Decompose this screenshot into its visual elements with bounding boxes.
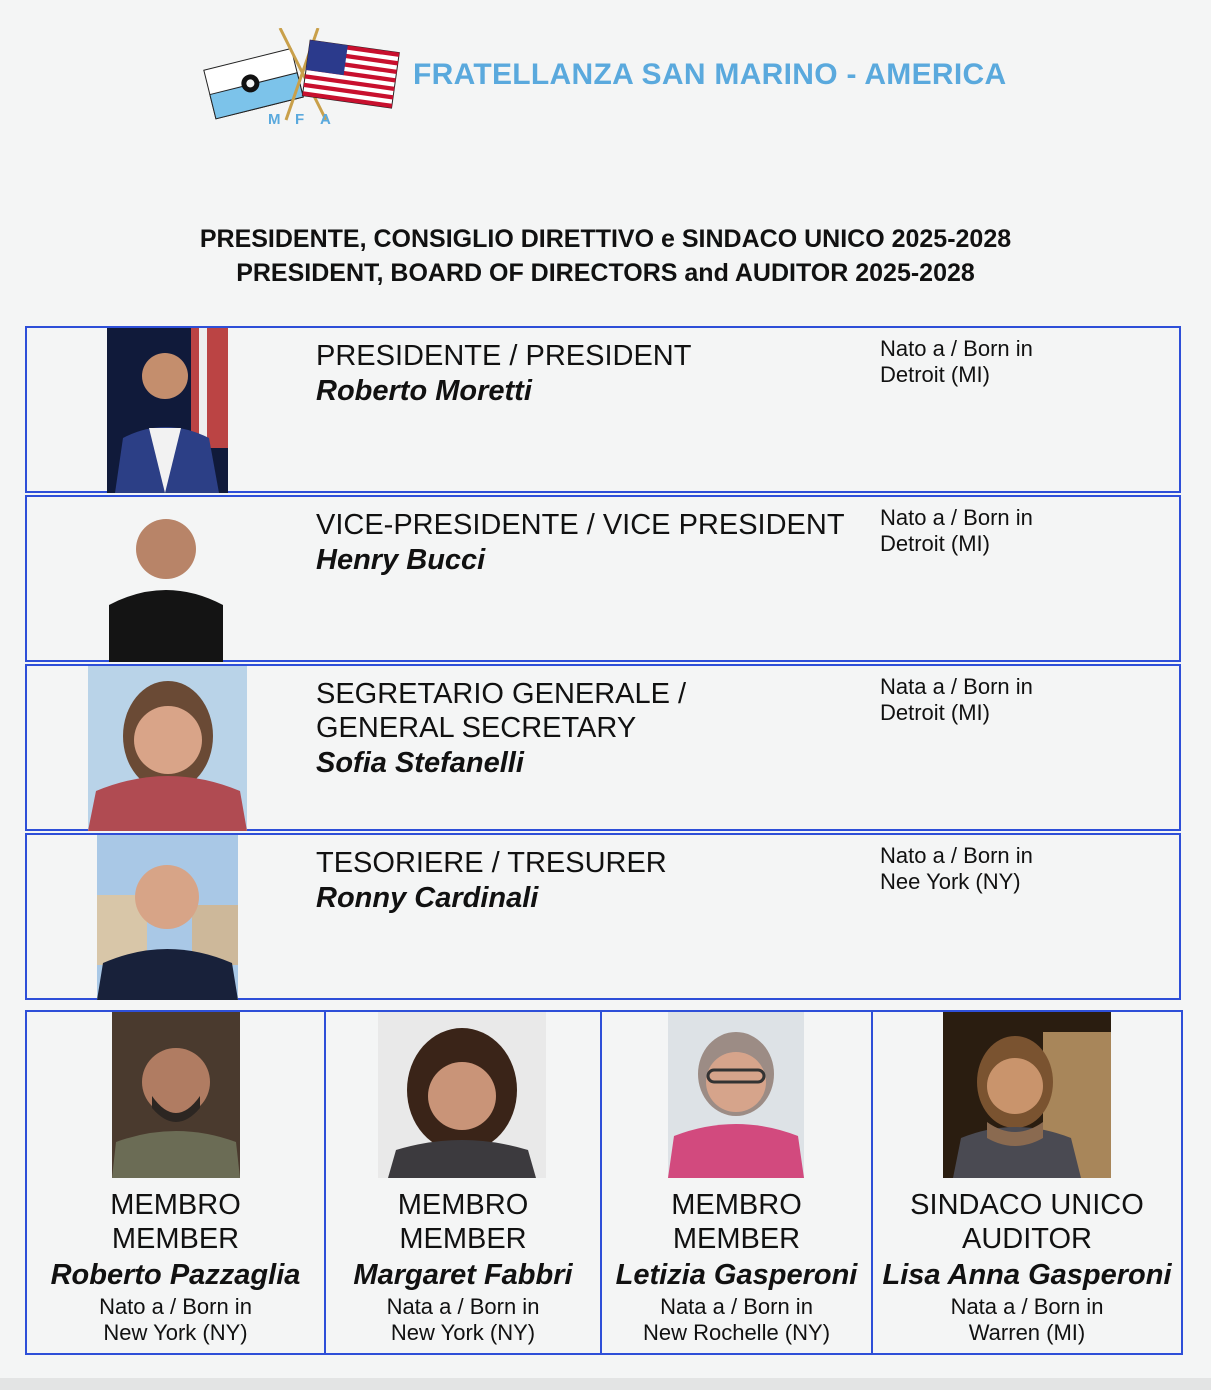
member-name: Letizia Gasperoni	[615, 1259, 858, 1291]
heading-english: PRESIDENT, BOARD OF DIRECTORS and AUDITOR 2025-2028	[236, 259, 975, 287]
member-text	[326, 1188, 600, 1346]
member-role-en: MEMBER	[111, 1223, 240, 1255]
born-label: Nata a / Born in	[386, 1294, 540, 1319]
officer-role-line: VICE-PRESIDENTE / VICE PRESIDENT	[316, 509, 845, 541]
member-text	[27, 1188, 324, 1346]
member-role-it: SINDACO UNICO	[910, 1189, 1144, 1221]
born-place: New York (NY)	[390, 1320, 536, 1345]
officer-name: Ronny Cardinali	[316, 882, 539, 914]
logo-letter-f: F	[295, 111, 305, 128]
officer-role-line: SEGRETARIO GENERALE /	[316, 678, 687, 710]
officer-birthplace	[880, 505, 1033, 557]
member-role-en: MEMBER	[399, 1223, 527, 1255]
officer-row-vice-president	[25, 495, 1181, 662]
page-bottom-edge	[0, 1378, 1211, 1390]
header	[200, 28, 1020, 128]
logo-letter-m: M	[268, 111, 281, 128]
heading-italian: PRESIDENTE, CONSIGLIO DIRETTIVO e SINDACO UNICO 2025-2028	[199, 225, 1012, 253]
officer-photo	[88, 666, 247, 831]
member-role-it: MEMBRO	[397, 1189, 529, 1221]
born-place: New Rochelle (NY)	[642, 1320, 831, 1345]
members-table	[25, 1010, 1183, 1355]
officer-photo	[109, 505, 223, 662]
officer-birthplace	[880, 843, 1033, 895]
member-text	[602, 1188, 871, 1346]
officer-name: Sofia Stefanelli	[316, 747, 524, 779]
officer-role-line: PRESIDENTE / PRESIDENT	[316, 340, 692, 372]
member-photo	[943, 1012, 1111, 1178]
officer-row-president	[25, 326, 1181, 493]
officer-role	[316, 677, 686, 781]
born-place: Detroit (MI)	[880, 700, 990, 725]
officer-name: Henry Bucci	[316, 544, 486, 576]
org-name: FRATELLANZA SAN MARINO - AMERICA	[413, 58, 1007, 91]
member-cell	[600, 1012, 871, 1353]
member-role-en: MEMBER	[672, 1223, 801, 1255]
member-role-it: MEMBRO	[110, 1189, 241, 1221]
born-label: Nato a / Born in	[99, 1294, 252, 1319]
officer-role	[316, 339, 691, 409]
born-place: Nee York (NY)	[880, 869, 1021, 894]
member-name: Lisa Anna Gasperoni	[882, 1259, 1172, 1291]
member-text	[873, 1188, 1181, 1346]
born-label: Nato a / Born in	[880, 505, 1033, 530]
born-place: Warren (MI)	[968, 1320, 1086, 1345]
member-photo	[378, 1012, 546, 1178]
officer-role-line: TESORIERE / TRESURER	[316, 847, 667, 879]
born-place: Detroit (MI)	[880, 531, 990, 556]
born-place: New York (NY)	[103, 1320, 248, 1345]
officer-photo	[107, 328, 228, 493]
logo-letter-a: A	[320, 111, 331, 128]
born-label: Nata a / Born in	[660, 1294, 813, 1319]
member-cell	[871, 1012, 1181, 1353]
member-role-it: MEMBRO	[671, 1189, 802, 1221]
member-photo	[112, 1012, 240, 1178]
born-label: Nato a / Born in	[880, 336, 1033, 361]
officer-birthplace	[880, 336, 1033, 388]
officer-role	[316, 508, 845, 578]
officer-name: Roberto Moretti	[316, 375, 532, 407]
crossed-flags-logo	[200, 28, 410, 128]
born-place: Detroit (MI)	[880, 362, 990, 387]
officer-row-general-secretary	[25, 664, 1181, 831]
member-name: Margaret Fabbri	[353, 1259, 573, 1291]
born-label: Nato a / Born in	[880, 843, 1033, 868]
born-label: Nata a / Born in	[880, 674, 1033, 699]
born-label: Nata a / Born in	[950, 1294, 1104, 1319]
officer-birthplace	[880, 674, 1033, 726]
officer-row-treasurer	[25, 833, 1181, 1000]
member-cell	[27, 1012, 324, 1353]
member-cell	[324, 1012, 600, 1353]
member-role-en: AUDITOR	[962, 1223, 1092, 1255]
member-photo	[668, 1012, 804, 1178]
officer-role-line: GENERAL SECRETARY	[316, 712, 637, 744]
officer-role	[316, 846, 667, 916]
member-name: Roberto Pazzaglia	[50, 1259, 301, 1291]
officer-photo	[97, 835, 238, 1000]
